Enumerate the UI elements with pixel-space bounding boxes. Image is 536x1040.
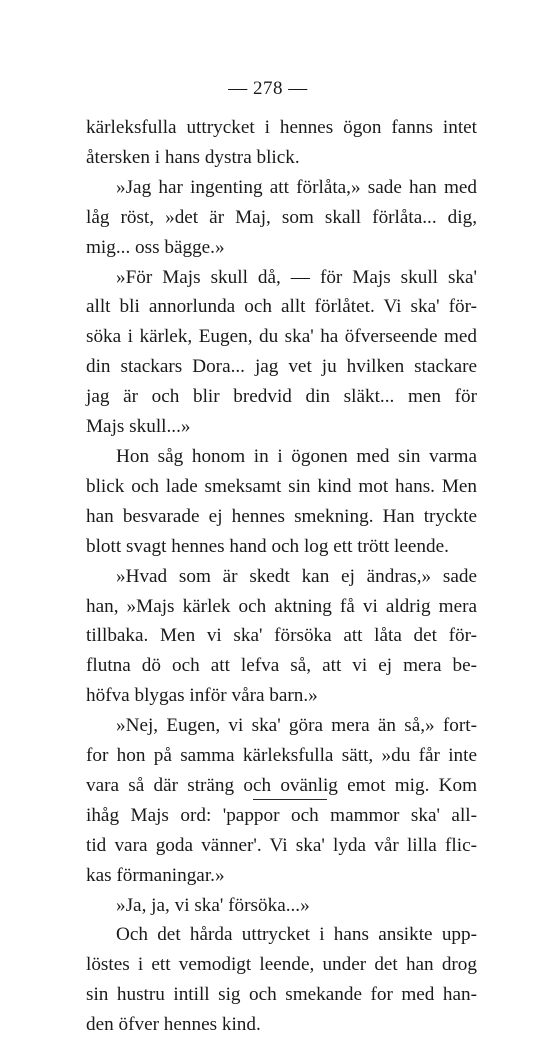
text-line: han, »Majs kärlek och aktning få vi aldrig mera (86, 595, 477, 617)
text-line: allt bli annorlunda och allt förlåtet. Vi ska' för- (86, 296, 477, 318)
text-line: tid vara goda vänner'. Vi ska' lyda vår lilla flic- (86, 834, 477, 856)
text-line: »Jag har ingenting att förlåta,» sade han med (116, 176, 477, 198)
text-line: mig... oss bägge.» (86, 236, 225, 258)
text-line: din stackars Dora... jag vet ju hvilken stackare (86, 356, 477, 378)
text-line: Och det hårda uttrycket i hans ansikte upp- (116, 924, 477, 946)
text-line: tillbaka. Men vi ska' försöka att låta det för- (86, 625, 477, 647)
text-line: blott svagt hennes hand och log ett trött leende. (86, 535, 449, 557)
text-line: han besvarade ej hennes smekning. Han tryckte (86, 505, 477, 527)
text-line: kärleksfulla uttrycket i hennes ögon fanns intet (86, 117, 477, 138)
body-text (86, 113, 477, 1040)
text-line: »Nej, Eugen, vi ska' göra mera än så,» fort- (116, 715, 477, 737)
text-line: den öfver hennes kind. (86, 1014, 261, 1036)
text-line: sin hustru intill sig och smekande for med han- (86, 984, 477, 1006)
page-number: — 278 — (228, 78, 308, 99)
text-line: Majs skull...» (86, 416, 191, 438)
text-line: ihåg Majs ord: 'pappor och mammor ska' all- (86, 804, 477, 826)
text-line: for hon på samma kärleksfulla sätt, »du får inte (86, 745, 477, 767)
text-line: flutna dö och att lefva så, att vi ej mera be- (86, 655, 477, 677)
text-line: söka i kärlek, Eugen, du ska' ha öfverseende med (86, 326, 477, 348)
text-line: »För Majs skull då, — för Majs skull ska' (116, 266, 477, 288)
text-line: höfva blygas inför våra barn.» (86, 685, 318, 707)
text-line: »Ja, ja, vi ska' försöka...» (116, 894, 310, 916)
text-line: »Hvad som är skedt kan ej ändras,» sade (116, 565, 477, 587)
text-line: vara så där sträng och ovänlig emot mig. Kom (86, 774, 477, 796)
text-line: låg röst, »det är Maj, som skall förlåta... dig, (86, 206, 477, 228)
text-line: kas förmaningar.» (86, 864, 225, 886)
text-line: Hon såg honom in i ögonen med sin varma (116, 445, 477, 467)
chapter-end-rule (253, 799, 327, 800)
text-line: återsken i hans dystra blick. (86, 146, 300, 168)
text-line: löstes i ett vemodigt leende, under det han drog (86, 954, 477, 976)
text-line: jag är och blir bredvid din släkt... men för (86, 386, 477, 408)
text-line: blick och lade smeksamt sin kind mot hans. Men (86, 475, 477, 497)
